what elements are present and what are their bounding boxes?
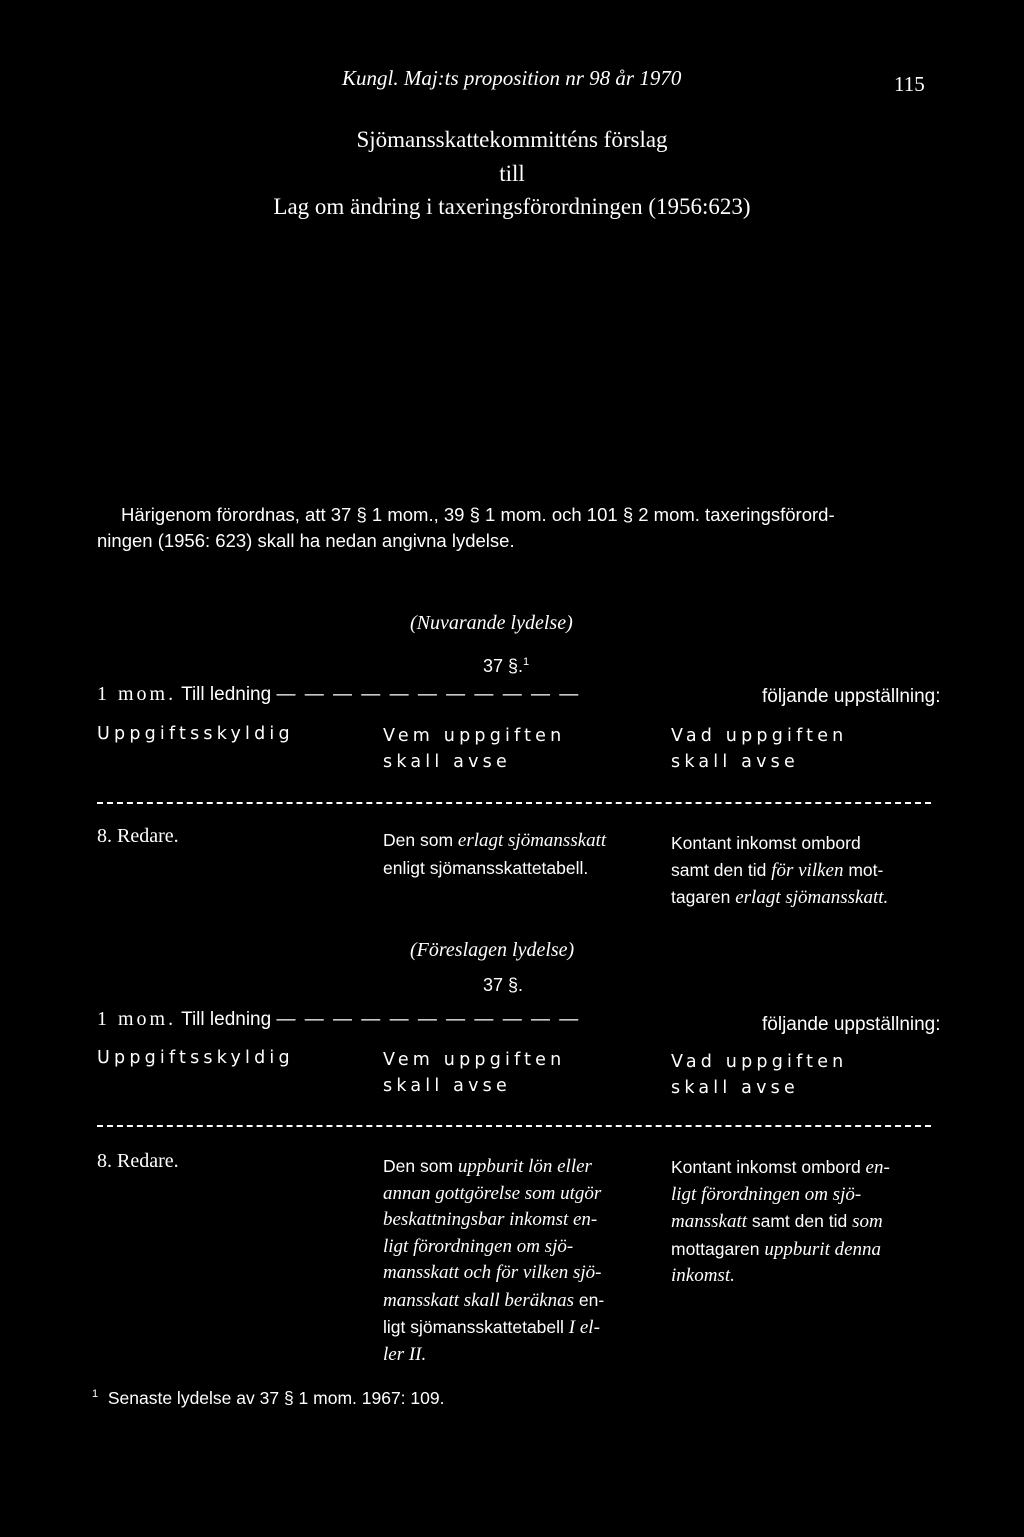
current-col3-header-2: skall avse — [671, 752, 799, 772]
proposed-col2-line-4: ligt förordningen om sjö- — [383, 1235, 574, 1257]
proposed-col2-line-8: ler II. — [383, 1343, 427, 1365]
proposed-col3-line-1 — [671, 1154, 890, 1182]
current-footnote-marker: 1 — [523, 656, 530, 668]
current-lead-end: följande uppställning: — [762, 686, 941, 707]
footnote — [92, 1388, 444, 1409]
current-mom: 1 mom. — [97, 683, 177, 705]
proposed-col3-l1: Kontant inkomst ombord — [671, 1157, 866, 1177]
proposed-col2-line-2: annan gottgörelse som utgör — [383, 1182, 602, 1204]
current-col3-line-3 — [671, 884, 888, 912]
current-lead-dashes: — — — — — — — — — — — — [276, 684, 581, 705]
current-col3-b-end: mot- — [843, 859, 884, 880]
proposed-col3-l3-end: samt den tid — [747, 1211, 853, 1231]
running-title: Kungl. Maj:ts proposition nr 98 år 1970 — [342, 66, 682, 90]
current-dashed-rule — [97, 802, 931, 804]
current-col3-c-it: erlagt sjömansskatt. — [735, 887, 889, 908]
proposed-col3-header-1: Vad uppgiften — [671, 1052, 848, 1072]
proposed-col3-line-4 — [671, 1236, 890, 1264]
proposed-col2-cell — [383, 1153, 604, 1368]
proposed-col3-line-2: ligt förordningen om sjö- — [671, 1183, 862, 1205]
current-col2-header-1: Vem uppgiften — [383, 726, 566, 746]
proposed-col2-header-1: Vem uppgiften — [383, 1050, 566, 1070]
proposed-col3-l3-it2: som — [852, 1211, 883, 1232]
proposed-mom: 1 mom. — [97, 1008, 177, 1030]
current-col3-line-1: Kontant inkomst ombord — [671, 833, 861, 853]
proposed-col2-l1: Den som — [383, 1156, 458, 1176]
current-col3-b: samt den tid — [671, 859, 772, 880]
proposed-section: 37 §. — [483, 975, 524, 995]
proposed-col2-l7-it: I el- — [568, 1317, 600, 1338]
current-col3-header-1: Vad uppgiften — [671, 726, 848, 746]
current-row-label: 8. Redare. — [97, 825, 179, 847]
proposed-col2-l1-it: uppburit lön eller — [457, 1156, 592, 1177]
proposed-lead-end: följande uppställning: — [762, 1014, 941, 1035]
proposed-label: (Föreslagen lydelse) — [410, 939, 575, 961]
proposed-col3-header-2: skall avse — [671, 1078, 799, 1098]
intro-line-2: ningen (1956: 623) skall ha nedan angivna lydelse. — [97, 530, 515, 551]
proposed-lead: Till ledning — [181, 1009, 272, 1030]
current-col2-cell — [383, 827, 606, 881]
proposed-col2-l6-end: en- — [574, 1289, 605, 1310]
proposed-col2-header-2: skall avse — [383, 1076, 511, 1096]
proposed-col2-line-7 — [383, 1314, 604, 1342]
title-line-3: Lag om ändring i taxeringsförordningen (1956:623) — [273, 194, 751, 219]
current-section — [483, 656, 529, 677]
proposed-lead-dashes: — — — — — — — — — — — — [276, 1009, 581, 1030]
proposed-lead-line — [97, 1008, 580, 1031]
current-col1-header: Uppgiftsskyldig — [97, 724, 294, 744]
current-section-text: 37 §. — [483, 656, 524, 676]
footnote-text: Senaste lydelse av 37 § 1 mom. 1967: 109. — [107, 1388, 445, 1408]
proposed-col2-line-6 — [383, 1287, 604, 1315]
proposed-col3-l4: mottagaren — [671, 1238, 765, 1259]
current-col3-cell — [671, 830, 888, 912]
proposed-col3-l4-it: uppburit denna — [764, 1238, 882, 1260]
current-col2-header-2: skall avse — [383, 752, 511, 772]
current-lead-line — [97, 683, 580, 706]
current-col3-c: tagaren — [671, 887, 736, 907]
intro-line-1: Härigenom förordnas, att 37 § 1 mom., 39 § 1 mom. och 101 § 2 mom. taxeringsförord- — [121, 504, 835, 525]
proposed-col2-line-3: beskattningsbar inkomst en- — [383, 1209, 598, 1230]
current-label: (Nuvarande lydelse) — [410, 612, 573, 634]
footnote-marker: 1 — [92, 1388, 99, 1401]
proposed-col3-line-3 — [671, 1208, 890, 1236]
current-col3-line-2 — [671, 857, 888, 885]
proposed-col1-header: Uppgiftsskyldig — [97, 1048, 294, 1068]
current-lead: Till ledning — [181, 684, 272, 705]
proposed-col3-cell — [671, 1154, 890, 1290]
proposed-col3-l3-it: mansskatt — [671, 1211, 747, 1232]
proposed-col2-line-5: mansskatt och för vilken sjö- — [383, 1262, 602, 1283]
current-col2-a-it: erlagt sjömansskatt — [457, 830, 607, 851]
proposed-col2-line-1 — [383, 1153, 604, 1181]
proposed-dashed-rule — [97, 1125, 931, 1127]
proposed-row-label: 8. Redare. — [97, 1150, 179, 1172]
title-line-2: till — [499, 161, 525, 186]
current-col3-b-it: för vilken — [771, 859, 844, 881]
page-number: 115 — [894, 72, 925, 96]
current-col2-line-2: enligt sjömansskattetabell. — [383, 857, 589, 878]
proposed-col3-l1-it: en- — [865, 1157, 890, 1178]
current-col2-a: Den som — [383, 830, 458, 850]
proposed-col2-l6-it: mansskatt skall beräknas — [383, 1289, 575, 1311]
proposed-col2-l7: ligt sjömansskattetabell — [383, 1317, 569, 1337]
title-line-1: Sjömansskattekommitténs förslag — [356, 127, 668, 152]
current-col2-line-1 — [383, 827, 606, 855]
proposed-col3-line-5: inkomst. — [671, 1265, 735, 1286]
